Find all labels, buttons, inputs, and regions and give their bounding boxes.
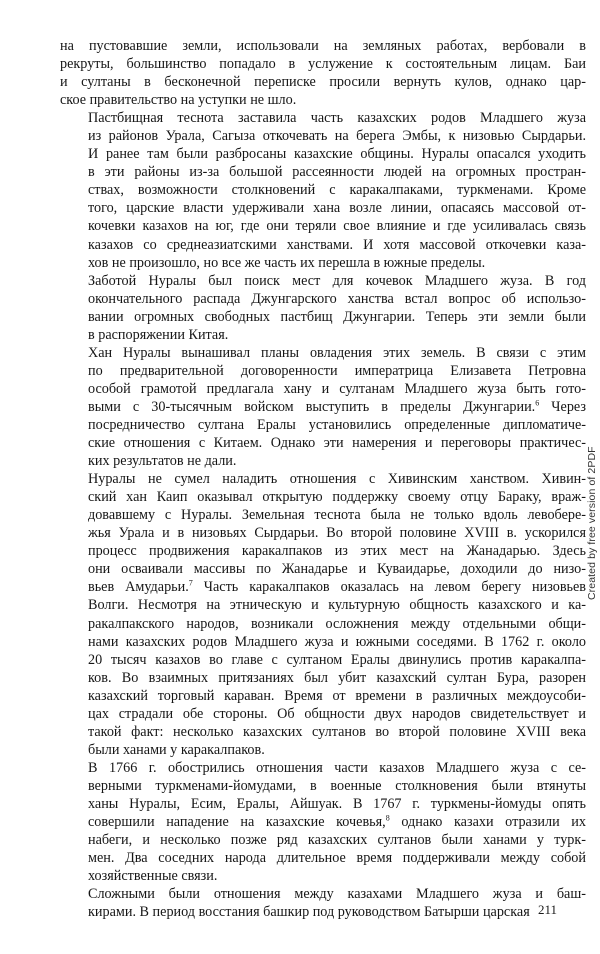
watermark-text: Created by free version of 2PDF [586,446,598,600]
text-line: ханы Нуралы, Есим, Ералы, Айшуак. В 1767 г. туркмены-йомуды опять [88,795,586,812]
text-line: выми с 30-тысячным войском выступить в пределы Джунгарии.$^6$ Через [88,398,586,415]
paragraph [60,885,586,921]
text-line: казахский торговый караван. Время от времени в различных междоусоби- [88,687,586,704]
paragraph [60,272,586,344]
paragraph [60,109,586,271]
paragraph [60,37,586,109]
text-line: казахов со среднеазиатскими ханствами. И хотя массовой откочевки каза- [88,236,586,253]
text-line: И ранее там были разбросаны казахские общины. Нуралы опасался уходить [88,146,586,163]
footnote-marker: 6 [535,398,540,408]
text-line: хозяйственные связи. [88,868,218,885]
text-line: хов не произошло, но все же часть их перешла в южные пределы. [88,254,486,271]
footnote-marker: 8 [385,813,390,823]
text-line: из районов Урала, Сагыза откочевать на берега Эмбы, к низовью Сырдарьи. [88,128,586,145]
text-line: такой факт: несколько казахских султанов во второй половине XVIII века [88,723,586,740]
text-line: совершили нападение на казахские кочевья,$^8$ однако казахи отразили их [88,813,586,831]
text-line: Хан Нуралы вынашивал планы овладения этих земель. В связи с этим [88,344,586,361]
text-line: Сложными были отношения между казахами Младшего жуза и баш- [88,886,586,903]
text-line: 20 тысяч казахов во главе с султаном Ералы двинулись против каракалпа- [88,651,586,668]
text-line: верными туркменами-йомудами, в военные столкновения были втянуты [88,777,586,794]
body-text [60,37,586,921]
text-line: вании огромных свободных пастбищ Джунгарии. Теперь эти земли были [88,308,586,325]
text-line: особой грамотой предлагала хану и султанам Младшего жуза быть гото- [88,380,586,397]
text-line: кирами. В период восстания башкир под руководством Батырши царская [88,904,530,921]
text-line: они осваивали массивы по Жанадарье и Куваидарье, доходили до низо- [88,561,586,578]
footnote-marker: 7 [188,578,193,588]
text-line: Заботой Нуралы был поиск мест для кочевок Младшего жуза. В год [88,272,586,289]
text-line: ское правительство на уступки не шло. [60,92,297,109]
text-line: В 1766 г. обострились отношения части казахов Младшего жуза с се- [88,759,586,776]
text-line: были ханами у каракалпаков. [88,741,265,758]
text-line: того, царские власти удерживали хана возле линии, опасаясь массовой от- [88,200,586,217]
text-line: процесс продвижения каракалпаков из этих мест на Жанадарью. Здесь [88,543,586,560]
text-line: набеги, и несколько позже ряд казахских султанов были ханами у турк- [88,832,586,849]
text-line: вьев Амударьи.$^7$ Часть каракалпаков оказалась на левом берегу низовьев [88,578,586,596]
text-line: ский хан Каип оказывал открытую поддержку своему отцу Бараку, враж- [88,489,586,506]
page-number: 211 [538,902,558,917]
text-line: ствах, возможности столкновений с каракалпаками, туркменами. Кроме [88,182,586,199]
text-line: в эти районы из-за большой рассеянности людей на огромных простран- [88,164,586,181]
text-line: цах страдали обе стороны. Об общности двух народов свидетельствует и [88,705,586,722]
text-line: окончательного распада Джунгарского ханства встал вопрос об использо- [88,290,586,307]
text-line: мен. Два соседних народа длительное время поддерживали между собой [88,850,586,867]
text-line: кочевки казахов на юг, где они теряли свое влияние и где усиливалась связь [88,218,586,235]
text-line: в распоряжении Китая. [88,326,229,343]
text-line: ков. Во взаимных притязаниях был убит казахский султан Бура, разорен [88,669,586,686]
paragraph [60,344,586,470]
text-line: посредничество султана Ералы установились определенные дипломатиче- [88,416,586,433]
text-line: ские отношения с Китаем. Однако эти намерения и переговоры практичес- [88,435,586,452]
text-line: жья Урала и в низовьях Сырдарьи. Во второй половине XVIII в. ускорился [88,525,586,542]
text-line: довавшему с Нуралы. Земельная теснота была не только вдоль левобере- [88,507,586,524]
text-line: Нуралы не сумел наладить отношения с Хивинским ханством. Хивин- [88,471,586,488]
text-line: рекруты, большинство попадало в услужение к состоятельным лицам. Баи [60,56,586,73]
text-line: Волги. Несмотря на этническую и культурную общность казахского и ка- [88,597,586,614]
text-line: и султаны в бесконечной переписке просили вернуть кулов, однако цар- [60,74,586,91]
text-line: ракалпакского народов, возникали осложнения между отдельными общи- [88,615,586,632]
text-line: нами казахских родов Младшего жуза и южными соседями. В 1762 г. около [88,633,586,650]
text-line: по предварительной договоренности императрица Елизавета Петровна [88,362,586,379]
text-line: Пастбищная теснота заставила часть казахских родов Младшего жуза [88,110,586,127]
text-line: на пустовавшие земли, использовали на земляных работах, вербовали в [60,38,586,54]
paragraph [60,470,586,759]
paragraph [60,759,586,885]
text-line: ких результатов не дали. [88,453,237,470]
